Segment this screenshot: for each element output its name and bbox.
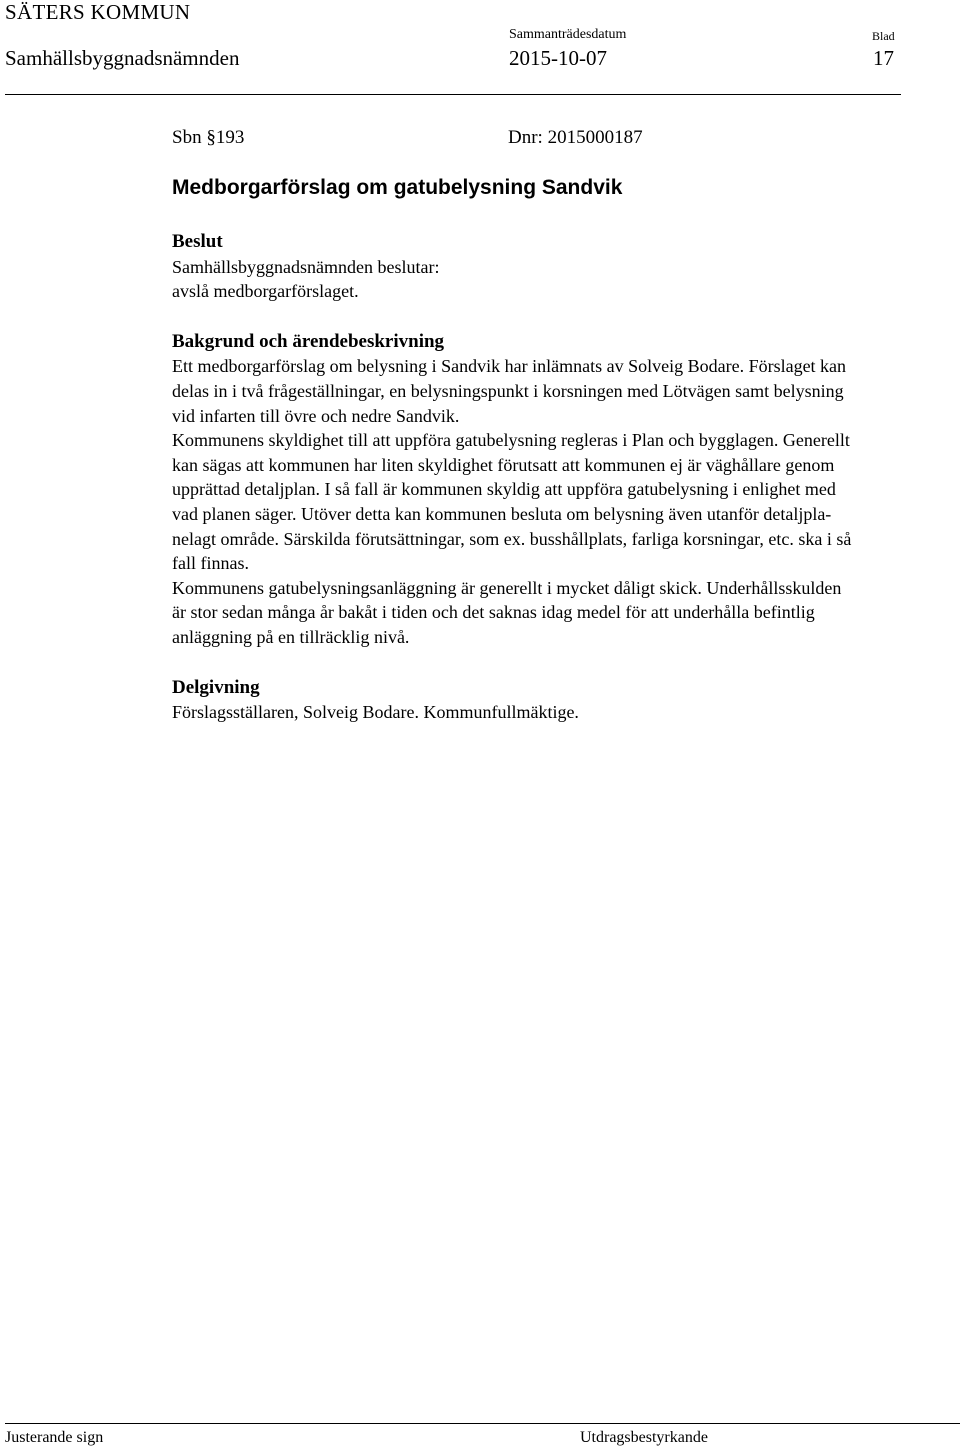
meeting-date-label: Sammanträdesdatum [509,27,627,42]
diary-number: Dnr: 2015000187 [508,127,643,148]
footer-justerande-sign: Justerande sign [5,1429,104,1446]
header-divider [5,94,901,95]
page-label: Blad [872,29,895,43]
document-title: Medborgarförslag om gatubelysning Sandvik [172,176,623,199]
section-beslut [172,230,960,304]
body-line: upprättad detaljplan. I så fall är kommunen skyldig att uppföra gatubelysning i enlighet med [172,479,836,500]
body-line: kan sägas att kommunen har liten skyldighet förutsatt att kommunen ej är väghållare genom [172,454,835,475]
body-line: vid infarten till övre och nedre Sandvik. [172,405,460,426]
footer-utdragsbestyrkande: Utdragsbestyrkande [580,1429,708,1446]
footer-divider [5,1423,960,1424]
section-heading-bakgrund: Bakgrund och ärendebeskrivning [172,330,445,352]
body-line: är stor sedan många år bakåt i tiden och det saknas idag medel för att underhålla befintlig [172,602,815,623]
section-symbol: § [206,127,216,148]
body-line: Förslagsställaren, Solveig Bodare. Kommunfullmäktige. [172,702,579,723]
section-heading-delgivning: Delgivning [172,676,260,698]
reference-number: 193 [215,127,245,148]
section-bakgrund [172,330,960,650]
committee-name: Samhällsbyggnadsnämnden [5,46,240,70]
body-line: avslå medborgarförslaget. [172,281,359,302]
body-line: vad planen säger. Utöver detta kan kommunen besluta om belysning även utanför detaljpla- [172,503,832,524]
page-number: 17 [873,46,894,70]
reference-prefix: Sbn [172,127,202,148]
document-body [172,230,960,725]
body-line: Kommunens gatubelysningsanläggning är generellt i mycket dåligt skick. Underhållsskulden [172,577,842,598]
body-line: Kommunens skyldighet till att uppföra gatubelysning regleras i Plan och bygglagen. Generellt [172,430,850,451]
paragraph-reference [172,127,244,149]
body-line: Ett medborgarförslag om belysning i Sandvik har inlämnats av Solveig Bodare. Förslaget kan [172,356,847,377]
meeting-date: 2015-10-07 [509,46,607,70]
body-line: fall finnas. [172,553,249,574]
organization-name: SÄTERS KOMMUN [5,0,191,24]
body-line: nelagt område. Särskilda förutsättningar, som ex. busshållplats, farliga korsningar, etc. ska i så [172,528,852,549]
section-heading-beslut: Beslut [172,231,223,252]
body-line: anläggning på en tillräcklig nivå. [172,626,410,647]
section-delgivning [172,676,960,725]
body-line: Samhällsbyggnadsnämnden beslutar: [172,256,440,277]
body-line: delas in i två frågeställningar, en belysningspunkt i korsningen med Lötvägen samt belysning [172,380,844,401]
